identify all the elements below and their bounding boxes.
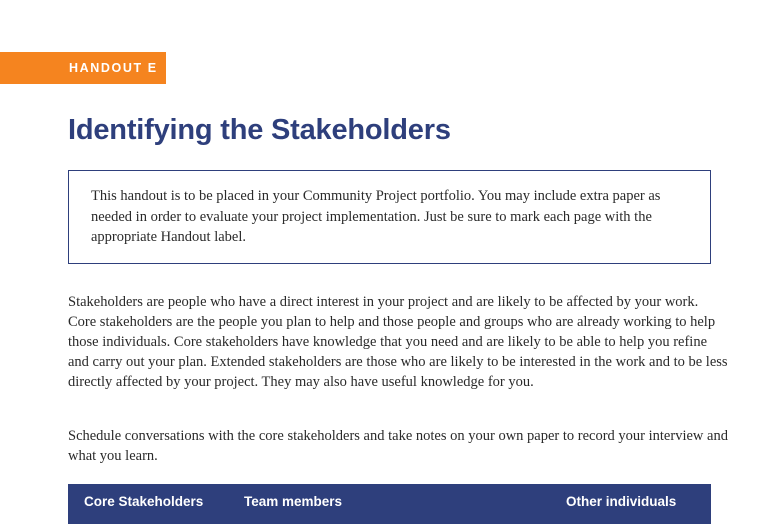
column-header-other-individuals: Other individuals — [566, 494, 677, 509]
stakeholder-table-header — [68, 484, 711, 524]
instructions-box — [68, 170, 711, 264]
column-header-team-members: Team members — [244, 494, 343, 509]
schedule-paragraph: Schedule conversations with the core stakeholders and take notes on your own paper to record your interview and what you learn. — [68, 428, 728, 464]
page-title: Identifying the Stakeholders — [68, 114, 451, 146]
handout-tag-label: HANDOUT E — [69, 61, 158, 75]
stakeholders-paragraph: Stakeholders are people who have a direct interest in your project and are likely to be affected by your work. Core stakeholders are the people you plan to help and those people and groups who are already working to help those individuals. Core stakeholders have knowledge that you need and are likely to be able to help you refine and carry out your plan. Extended stakeholders are those who are likely to be interested in the work and to be less directly affected by your project. They may also have useful knowledge for you. — [68, 294, 728, 390]
column-header-core-stakeholders: Core Stakeholders — [84, 494, 204, 509]
handout-tag — [0, 52, 166, 84]
instructions-text: This handout is to be placed in your Community Project portfolio. You may include extra paper as needed in order to evaluate your project implementation. Just be sure to mark each page with the appropriate Handout label. — [91, 188, 661, 245]
